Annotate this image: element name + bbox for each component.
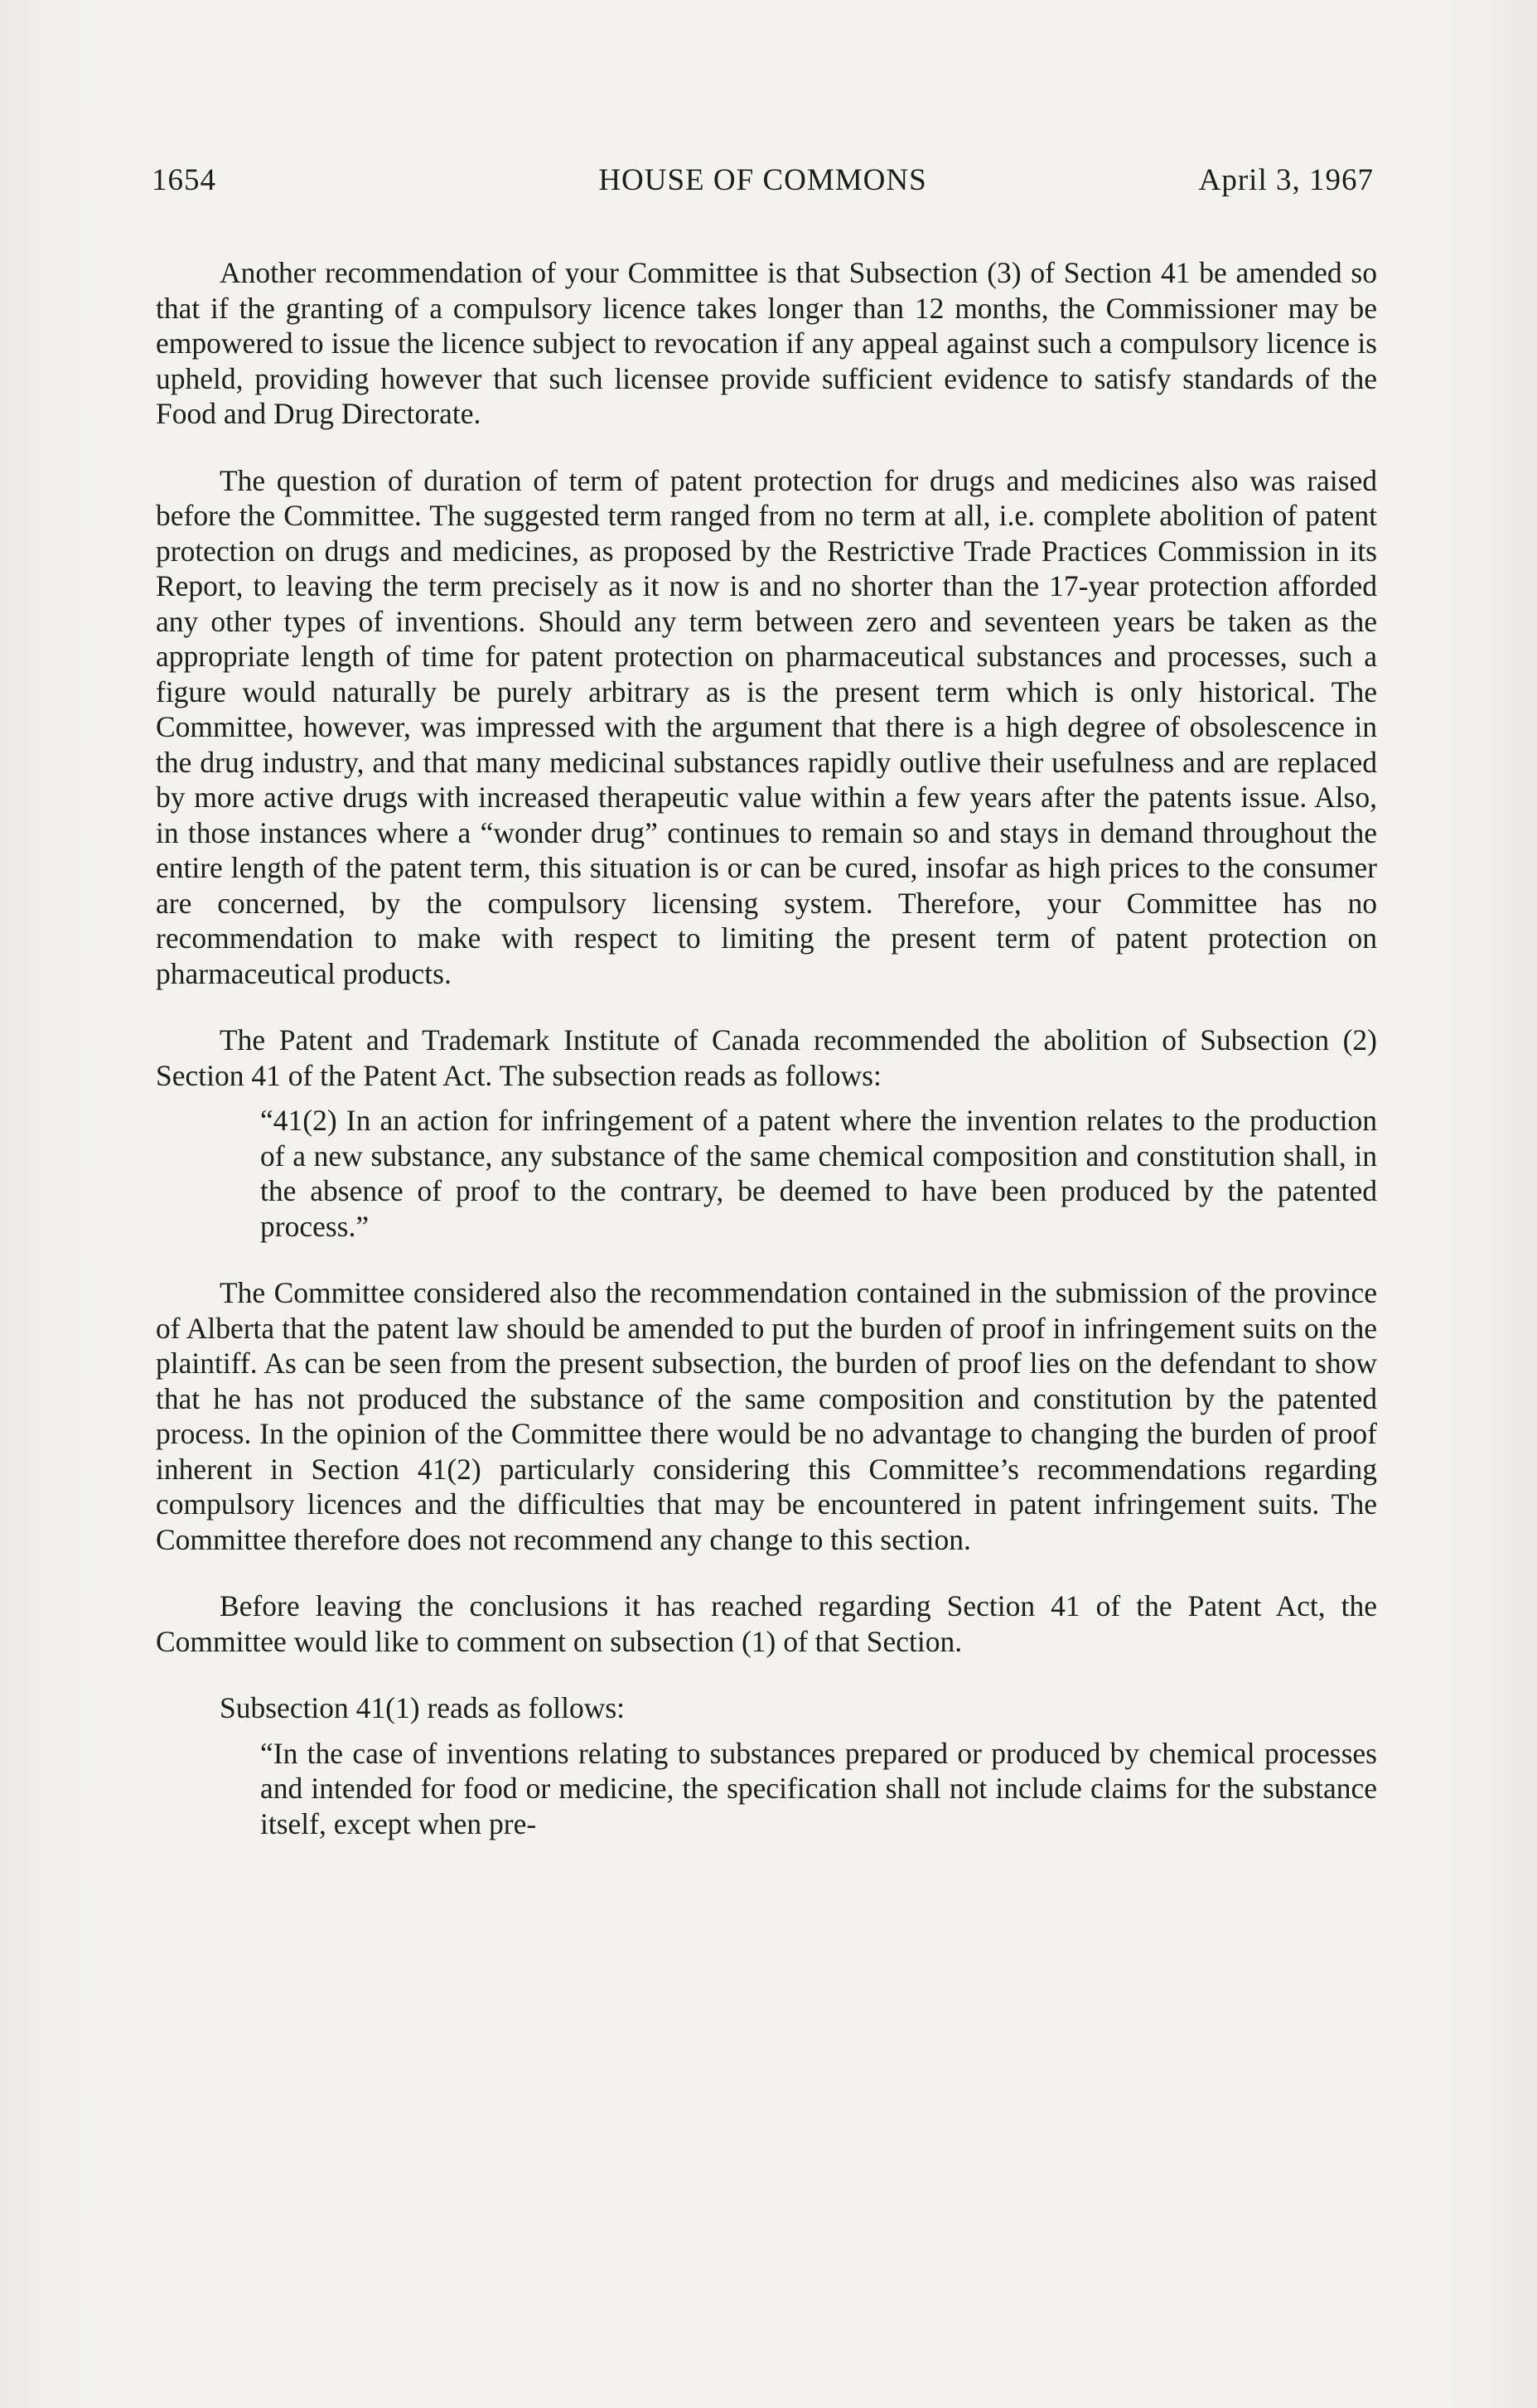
quote-section-41-1: “In the case of inventions relating to substances prepared or produced by chemical processes and intended for food or medicine, the specification shall not include claims for the substance itself, except when pre- <box>260 1736 1377 1840</box>
paragraph-term-of-protection: The question of duration of term of patent protection for drugs and medicines also was raised before the Committee. The suggested term ranged from no term at all, i.e. complete abolition of patent protection on drugs and medicines, as proposed by the Restrictive Trade Practices Commission in its Report, to leaving the term precisely as it now is and no shorter than the 17-year protection afforded any other types of inventions. Should any term between zero and seventeen years be taken as the appropriate length of time for patent protection on pharmaceutical substances and processes, such a figure would naturally be purely arbitrary as is the present term which is only historical. The Committee, however, was impressed with the argument that there is a high degree of obsolescence in the drug industry, and that many medicinal substances rapidly outlive their usefulness and are replaced by more active drugs with increased therapeutic value within a few years after the patents issue. Also, in those instances where a “wonder drug” continues to remain so and stays in demand throughout the entire length of the patent term, this situation is or can be cured, insofar as high prices to the consumer are concerned, by the compulsory licensing system. Therefore, your Committee has no recommendation to make with respect to limiting the present term of patent protection on pharmaceutical products. <box>156 463 1377 990</box>
page-header <box>152 162 1374 207</box>
paragraph-alberta-submission: The Committee considered also the recommendation contained in the submission of the province of Alberta that the patent law should be amended to put the burden of proof in infringement suits on the plaintiff. As can be seen from the present subsection, the burden of proof lies on the defendant to show that he has not produced the substance of the same composition and constitution by the patented process. In the opinion of the Committee there would be no advantage to changing the burden of proof inherent in Section 41(2) particularly considering this Committee’s recommendations regarding compulsory licences and the difficulties that may be encountered in patent infringement suits. The Committee therefore does not recommend any change to this section. <box>156 1276 1377 1556</box>
quote-section-41-2: “41(2) In an action for infringement of a patent where the invention relates to the production of a new substance, any substance of the same chemical composition and constitution shall, in the absence of proof to the contrary, be deemed to have been produced by the patented process.” <box>260 1104 1377 1243</box>
paragraph-subsection-41-1-intro: Subsection 41(1) reads as follows: <box>220 1691 626 1724</box>
paragraph-patent-institute: The Patent and Trademark Institute of Canada recommended the abolition of Subsection (2) Section 41 of the Patent Act. The subsection reads as follows: <box>156 1023 1377 1092</box>
page-number: 1654 <box>152 163 216 197</box>
paragraph-subsection-3-recommendation: Another recommendation of your Committee is that Subsection (3) of Section 41 be amended so that if the granting of a compulsory licence takes longer than 12 months, the Commissioner may be empowered to issue the licence subject to revocation if any appeal against such a compulsory licence is upheld, providing however that such licensee provide sufficient evidence to satisfy standards of the Food and Drug Directorate. <box>156 256 1377 430</box>
running-title: HOUSE OF COMMONS <box>598 163 927 197</box>
header-date: April 3, 1967 <box>1198 163 1374 197</box>
body-text <box>156 255 1377 1841</box>
paragraph-before-leaving: Before leaving the conclusions it has reached regarding Section 41 of the Patent Act, the Committee would like to comment on subsection (1) of that Section. <box>156 1589 1377 1658</box>
